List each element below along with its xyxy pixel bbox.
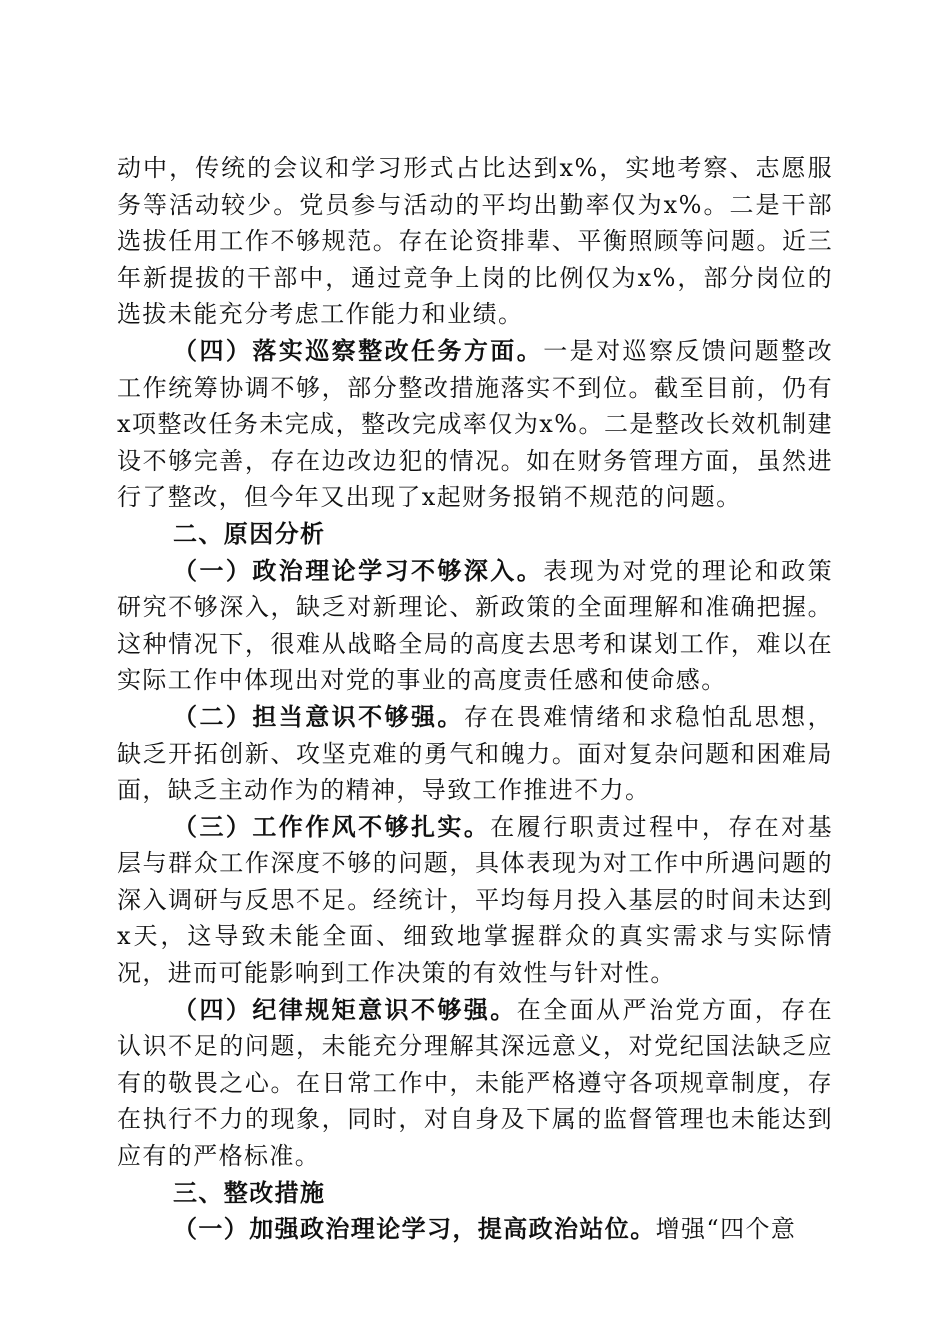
paragraph-body: 表现为对党的理论和政策研究不够深入，缺乏对新理论、新政策的全面理解和准确把握。这种情况下，很难从战略全局的高度去思考和谋划工作，难以在实际工作中体现出对党的事业的高度责任感和使命感。 (117, 556, 833, 695)
paragraph-body: 增强“四个意 (655, 1215, 797, 1244)
paragraph-body: 在全面从严治党方面，存在认识不足的问题，未能充分理解其深远意义，对党纪国法缺乏应有的敬畏之心。在日常工作中，未能严格遵守各项规章制度，存在执行不力的现象，同时，对自身及下属的监督管理也未能达到应有的严格标准。 (117, 995, 833, 1171)
paragraph-strengthen-study (117, 1211, 833, 1248)
paragraph-theory-study (117, 553, 833, 699)
paragraph-lead: （三）工作作风不够扎实。 (173, 811, 491, 841)
paragraph-activity-and-cadre: 动中，传统的会议和学习形式占比达到x%，实地考察、志愿服务等活动较少。党员参与活动的平均出勤率仅为x%。二是干部选拔任用工作不够规范。存在论资排辈、平衡照顾等问题。近三年新提拔的干部中，通过竞争上岗的比例仅为x%，部分岗位的选拔未能充分考虑工作能力和业绩。 (117, 154, 833, 329)
paragraph-body: 一是对巡察反馈问题整改工作统筹协调不够，部分整改措施落实不到位。截至目前，仍有x项整改任务未完成，整改完成率仅为x%。二是整改长效机制建设不够完善，存在边改边犯的情况。如在财务管理方面，虽然进行了整改，但今年又出现了x起财务报销不规范的问题。 (117, 336, 833, 512)
paragraph-lead: （二）担当意识不够强。 (173, 701, 464, 731)
paragraph-lead: （四）落实巡察整改任务方面。 (173, 335, 544, 365)
section-heading-rectification-measures: 三、整改措施 (173, 1178, 326, 1207)
paragraph-inspection-rectification (117, 333, 833, 516)
document-page (117, 150, 833, 1248)
paragraph-work-style (117, 809, 833, 992)
paragraph-responsibility (117, 699, 833, 809)
paragraph-lead: （四）纪律规矩意识不够强。 (173, 994, 517, 1024)
paragraph-body: 存在畏难情绪和求稳怕乱思想，缺乏开拓创新、攻坚克难的勇气和魄力。面对复杂问题和困难局面，缺乏主动作为的精神，导致工作推进不力。 (117, 702, 833, 805)
paragraph-body: 在履行职责过程中，存在对基层与群众工作深度不够的问题，具体表现为对工作中所遇问题的深入调研与反思不足。经统计，平均每月投入基层的时间未达到x天，这导致未能全面、细致地掌握群众的真实需求与实际情况，进而可能影响到工作决策的有效性与针对性。 (117, 812, 833, 988)
paragraph-lead: （一）政治理论学习不够深入。 (173, 555, 544, 585)
paragraph-lead: （一）加强政治理论学习，提高政治站位。 (173, 1214, 656, 1244)
paragraph-discipline (117, 992, 833, 1175)
section-heading-cause-analysis: 二、原因分析 (173, 519, 326, 548)
